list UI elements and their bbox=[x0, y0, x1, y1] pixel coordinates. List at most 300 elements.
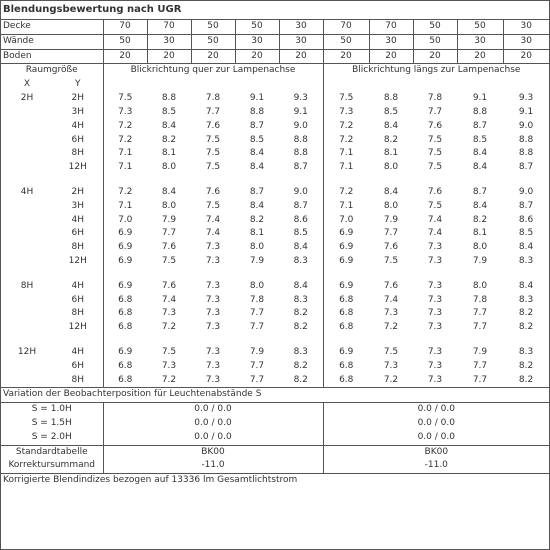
variation-along-value: 0.0 / 0.0 bbox=[417, 417, 455, 428]
room-x-value bbox=[1, 147, 53, 161]
ugr-data-row bbox=[1, 147, 549, 161]
ugr-value: 7.4 bbox=[427, 214, 443, 225]
room-x-value bbox=[1, 255, 53, 269]
empty-cell bbox=[323, 335, 549, 346]
y-label: Y bbox=[53, 78, 103, 92]
ugr-value: 8.5 bbox=[518, 228, 534, 239]
ugr-value: 7.7 bbox=[249, 308, 265, 319]
ugr-value: 9.0 bbox=[518, 186, 534, 197]
ugr-data-row bbox=[1, 255, 549, 269]
ugr-value: 8.2 bbox=[518, 322, 534, 333]
ugr-value: 9.3 bbox=[279, 92, 323, 106]
ugr-value: 7.3 bbox=[205, 360, 221, 371]
ugr-value: 8.0 bbox=[383, 200, 399, 211]
ugr-value: 7.3 bbox=[427, 308, 443, 319]
ugr-value: 8.8 bbox=[383, 93, 399, 104]
ugr-value: 8.2 bbox=[518, 374, 534, 385]
ugr-value: 6.8 bbox=[339, 294, 354, 305]
ugr-value: 8.7 bbox=[249, 186, 265, 197]
reflectance-value: 70 bbox=[147, 20, 191, 35]
ugr-data-row bbox=[1, 106, 549, 120]
ugr-value: 8.6 bbox=[518, 214, 534, 225]
ugr-value: 7.5 bbox=[205, 148, 221, 159]
ugr-value: 7.7 bbox=[472, 308, 488, 319]
ugr-value: 6.9 bbox=[118, 228, 133, 239]
ugr-value: 8.1 bbox=[161, 148, 177, 159]
room-y-value: 12H bbox=[53, 321, 103, 335]
ugr-value: 7.5 bbox=[383, 255, 399, 266]
ugr-value: 8.5 bbox=[383, 106, 399, 117]
ugr-value: 8.4 bbox=[279, 241, 323, 255]
ugr-data-row bbox=[1, 161, 549, 175]
ugr-value: 9.1 bbox=[279, 106, 323, 120]
ugr-value: 6.8 bbox=[339, 360, 354, 371]
reflectance-value: 50 bbox=[235, 20, 279, 35]
ugr-value: 7.7 bbox=[472, 322, 488, 333]
ugr-value: 7.1 bbox=[118, 200, 133, 211]
reflectance-value: 20 bbox=[279, 49, 323, 64]
ugr-data-row bbox=[1, 294, 549, 308]
ugr-value: 8.0 bbox=[249, 280, 265, 291]
ugr-value: 7.5 bbox=[427, 148, 443, 159]
reflectance-value: 20 bbox=[191, 49, 235, 64]
ugr-value: 7.7 bbox=[427, 106, 443, 117]
variation-title-row bbox=[1, 388, 549, 403]
room-y-value: 6H bbox=[53, 227, 103, 241]
ugr-data-row bbox=[1, 200, 549, 214]
standard-table-along: BK00 bbox=[323, 445, 549, 459]
empty-cell bbox=[1, 335, 53, 346]
ugr-value: 8.2 bbox=[518, 308, 534, 319]
ugr-value: 8.3 bbox=[279, 346, 323, 360]
ugr-value: 7.3 bbox=[427, 255, 443, 266]
footnote-row bbox=[1, 474, 549, 488]
reflectance-value: 50 bbox=[191, 34, 235, 49]
room-y-value: 8H bbox=[53, 241, 103, 255]
ugr-value: 7.8 bbox=[472, 294, 488, 305]
ugr-value: 7.3 bbox=[205, 280, 221, 291]
ugr-value: 7.5 bbox=[161, 346, 177, 357]
ugr-value: 7.2 bbox=[383, 322, 399, 333]
ugr-value: 9.1 bbox=[249, 93, 265, 104]
ugr-value: 7.3 bbox=[205, 346, 221, 357]
room-y-value: 3H bbox=[53, 200, 103, 214]
reflectance-value: 20 bbox=[413, 49, 457, 64]
room-y-value: 4H bbox=[53, 120, 103, 134]
ugr-value: 8.7 bbox=[472, 120, 488, 131]
ugr-value: 7.3 bbox=[161, 360, 177, 371]
standard-table-row bbox=[1, 445, 549, 459]
ugr-value: 8.1 bbox=[472, 228, 488, 239]
ugr-value: 7.3 bbox=[383, 308, 399, 319]
ugr-value: 7.3 bbox=[427, 294, 443, 305]
ugr-value: 8.4 bbox=[518, 242, 534, 253]
ugr-data-row bbox=[1, 214, 549, 228]
reflectance-value: 30 bbox=[147, 34, 191, 49]
reflectance-row bbox=[1, 34, 549, 49]
room-x-value bbox=[1, 161, 53, 175]
ugr-value: 8.3 bbox=[279, 294, 323, 308]
room-x-value bbox=[1, 360, 53, 374]
reflectance-value: 30 bbox=[279, 34, 323, 49]
ugr-data-row bbox=[1, 321, 549, 335]
reflectance-value: 30 bbox=[279, 20, 323, 35]
ugr-value: 6.9 bbox=[118, 255, 133, 266]
ugr-value: 7.1 bbox=[339, 200, 354, 211]
variation-title: Variation der Beobachterposition für Leuchtenabstände S bbox=[1, 388, 549, 403]
empty-cell bbox=[1, 269, 53, 280]
empty-cell bbox=[1, 175, 53, 186]
ugr-value: 7.3 bbox=[427, 346, 443, 357]
empty-cell bbox=[103, 269, 323, 280]
empty-cell bbox=[323, 269, 549, 280]
ugr-value: 6.8 bbox=[339, 374, 354, 385]
ugr-value: 7.2 bbox=[339, 134, 354, 145]
ugr-value: 8.4 bbox=[518, 280, 534, 291]
ugr-value: 7.0 bbox=[118, 214, 133, 225]
ugr-table bbox=[1, 1, 549, 488]
standard-table-cross: BK00 bbox=[103, 445, 323, 459]
ugr-value: 8.4 bbox=[249, 148, 265, 159]
ugr-data-row bbox=[1, 374, 549, 388]
ugr-value: 7.7 bbox=[472, 374, 488, 385]
direction-cross-header: Blickrichtung quer zur Lampenachse bbox=[103, 64, 323, 78]
ugr-value: 8.2 bbox=[279, 374, 323, 388]
reflectance-value: 70 bbox=[103, 20, 147, 35]
ugr-value: 7.7 bbox=[249, 322, 265, 333]
ugr-value: 7.2 bbox=[383, 374, 399, 385]
ugr-value: 7.3 bbox=[205, 308, 221, 319]
ugr-data-row bbox=[1, 92, 549, 106]
ugr-value: 8.0 bbox=[383, 162, 399, 173]
ugr-value: 8.3 bbox=[279, 255, 323, 269]
room-y-value: 4H bbox=[53, 280, 103, 294]
variation-cross-value: 0.0 / 0.0 bbox=[103, 403, 323, 417]
ugr-value: 7.5 bbox=[205, 162, 221, 173]
ugr-value: 7.9 bbox=[249, 255, 265, 266]
ugr-value: 7.5 bbox=[427, 200, 443, 211]
ugr-value: 8.1 bbox=[383, 148, 399, 159]
reflectance-value: 70 bbox=[323, 20, 369, 35]
ugr-value: 8.8 bbox=[161, 93, 177, 104]
ugr-value: 8.5 bbox=[161, 106, 177, 117]
reflectance-value: 50 bbox=[323, 34, 369, 49]
ugr-value: 8.2 bbox=[279, 321, 323, 335]
room-y-value: 2H bbox=[53, 186, 103, 200]
ugr-value: 7.6 bbox=[205, 120, 221, 131]
room-size-label: Raumgröße bbox=[1, 64, 103, 78]
ugr-value: 7.2 bbox=[161, 322, 177, 333]
ugr-value: 8.2 bbox=[161, 134, 177, 145]
ugr-value: 7.7 bbox=[249, 374, 265, 385]
ugr-value: 7.3 bbox=[339, 106, 354, 117]
direction-along-header: Blickrichtung längs zur Lampenachse bbox=[352, 65, 521, 76]
ugr-value: 7.9 bbox=[472, 255, 488, 266]
ugr-value: 8.3 bbox=[518, 255, 534, 266]
ugr-data-row bbox=[1, 346, 549, 360]
ugr-value: 8.2 bbox=[518, 360, 534, 371]
ugr-value: 7.2 bbox=[161, 374, 177, 385]
ugr-value: 7.3 bbox=[427, 374, 443, 385]
ugr-value: 8.4 bbox=[161, 186, 177, 197]
variation-row bbox=[1, 403, 549, 417]
ugr-value: 7.7 bbox=[383, 228, 399, 239]
ugr-value: 7.3 bbox=[427, 322, 443, 333]
ugr-value: 7.7 bbox=[205, 106, 221, 117]
reflectance-label: Boden bbox=[1, 49, 103, 64]
reflectance-value: 50 bbox=[191, 20, 235, 35]
ugr-value: 6.8 bbox=[118, 374, 133, 385]
ugr-data-row bbox=[1, 241, 549, 255]
reflectance-value: 30 bbox=[457, 34, 503, 49]
reflectance-value: 50 bbox=[413, 34, 457, 49]
reflectance-value: 50 bbox=[413, 20, 457, 35]
variation-cross-value: 0.0 / 0.0 bbox=[103, 431, 323, 445]
room-y-value: 12H bbox=[53, 255, 103, 269]
ugr-value: 7.6 bbox=[161, 242, 177, 253]
ugr-value: 7.0 bbox=[339, 214, 354, 225]
ugr-value: 8.2 bbox=[249, 214, 265, 225]
ugr-value: 8.4 bbox=[383, 120, 399, 131]
page-title: Blendungsbewertung nach UGR bbox=[1, 1, 549, 20]
empty-cell bbox=[103, 175, 323, 186]
spacer-row bbox=[1, 335, 549, 346]
ugr-value: 6.9 bbox=[118, 280, 133, 291]
ugr-value: 6.9 bbox=[339, 242, 354, 253]
ugr-value: 7.2 bbox=[118, 186, 133, 197]
ugr-value: 8.7 bbox=[518, 200, 534, 211]
room-y-value: 6H bbox=[53, 294, 103, 308]
reflectance-value: 20 bbox=[369, 49, 413, 64]
reflectance-value: 20 bbox=[103, 49, 147, 64]
reflectance-value: 30 bbox=[503, 34, 549, 49]
ugr-value: 7.2 bbox=[118, 120, 133, 131]
room-x-value bbox=[1, 214, 53, 228]
room-x-value bbox=[1, 200, 53, 214]
reflectance-value: 20 bbox=[235, 49, 279, 64]
ugr-value: 9.3 bbox=[518, 93, 534, 104]
ugr-value: 8.7 bbox=[518, 162, 534, 173]
ugr-value: 6.9 bbox=[339, 228, 354, 239]
ugr-value: 8.4 bbox=[161, 120, 177, 131]
direction-header-row bbox=[1, 64, 549, 78]
ugr-value: 7.6 bbox=[427, 120, 443, 131]
ugr-value: 8.2 bbox=[383, 134, 399, 145]
ugr-value: 8.0 bbox=[249, 242, 265, 253]
room-y-value: 3H bbox=[53, 106, 103, 120]
room-x-value bbox=[1, 241, 53, 255]
correction-row bbox=[1, 459, 549, 473]
ugr-value: 8.4 bbox=[249, 200, 265, 211]
room-y-value: 4H bbox=[53, 214, 103, 228]
ugr-data-row bbox=[1, 307, 549, 321]
ugr-value: 8.0 bbox=[472, 280, 488, 291]
ugr-value: 7.9 bbox=[161, 214, 177, 225]
reflectance-value: 20 bbox=[323, 49, 369, 64]
room-x-value bbox=[1, 227, 53, 241]
variation-along-value: 0.0 / 0.0 bbox=[417, 431, 455, 442]
ugr-value: 9.0 bbox=[279, 186, 323, 200]
ugr-value: 8.3 bbox=[518, 346, 534, 357]
xy-header-row bbox=[1, 78, 549, 92]
reflectance-row bbox=[1, 20, 549, 35]
room-x-value bbox=[1, 294, 53, 308]
ugr-value: 7.6 bbox=[383, 242, 399, 253]
ugr-value: 7.5 bbox=[427, 134, 443, 145]
room-y-value: 6H bbox=[53, 360, 103, 374]
empty-cell bbox=[53, 269, 103, 280]
ugr-value: 7.1 bbox=[339, 162, 354, 173]
ugr-value: 7.4 bbox=[383, 294, 399, 305]
ugr-value: 7.1 bbox=[118, 148, 133, 159]
room-x-value bbox=[1, 307, 53, 321]
ugr-value: 8.4 bbox=[472, 162, 488, 173]
spacer-row bbox=[1, 175, 549, 186]
ugr-value: 7.5 bbox=[118, 93, 133, 104]
ugr-value: 7.3 bbox=[427, 360, 443, 371]
ugr-value: 7.3 bbox=[205, 242, 221, 253]
ugr-value: 7.6 bbox=[427, 186, 443, 197]
ugr-value: 7.3 bbox=[161, 308, 177, 319]
reflectance-value: 20 bbox=[457, 49, 503, 64]
reflectance-label: Decke bbox=[1, 20, 103, 35]
ugr-value: 8.0 bbox=[161, 200, 177, 211]
room-x-value bbox=[1, 120, 53, 134]
room-x-value bbox=[1, 106, 53, 120]
ugr-value: 8.8 bbox=[518, 134, 534, 145]
ugr-value: 8.8 bbox=[279, 134, 323, 148]
ugr-value: 7.5 bbox=[427, 162, 443, 173]
ugr-data-row bbox=[1, 280, 549, 294]
reflectance-label: Wände bbox=[1, 34, 103, 49]
ugr-data-row bbox=[1, 227, 549, 241]
ugr-value: 8.4 bbox=[383, 186, 399, 197]
title-row bbox=[1, 1, 549, 20]
ugr-value: 8.2 bbox=[279, 360, 323, 374]
reflectance-value: 50 bbox=[103, 34, 147, 49]
room-y-value: 8H bbox=[53, 374, 103, 388]
ugr-value: 7.9 bbox=[383, 214, 399, 225]
ugr-value: 6.8 bbox=[118, 322, 133, 333]
reflectance-value: 20 bbox=[147, 49, 191, 64]
ugr-value: 7.6 bbox=[205, 186, 221, 197]
correction-label: Korrektursummand bbox=[1, 459, 103, 473]
ugr-value: 7.1 bbox=[339, 148, 354, 159]
ugr-value: 8.0 bbox=[161, 162, 177, 173]
ugr-value: 8.4 bbox=[472, 148, 488, 159]
ugr-value: 7.4 bbox=[161, 294, 177, 305]
footnote: Korrigierte Blendindizes bezogen auf 13336 lm Gesamtlichtstrom bbox=[3, 475, 298, 486]
ugr-value: 8.4 bbox=[249, 162, 265, 173]
ugr-value: 8.3 bbox=[518, 294, 534, 305]
ugr-value: 9.0 bbox=[279, 120, 323, 134]
ugr-value: 7.2 bbox=[339, 120, 354, 131]
ugr-value: 8.8 bbox=[249, 106, 265, 117]
empty-cell bbox=[323, 175, 549, 186]
reflectance-value: 30 bbox=[235, 34, 279, 49]
reflectance-value: 30 bbox=[503, 20, 549, 35]
ugr-value: 7.3 bbox=[427, 280, 443, 291]
ugr-value: 6.9 bbox=[339, 280, 354, 291]
ugr-value: 7.2 bbox=[118, 134, 133, 145]
variation-along-value: 0.0 / 0.0 bbox=[417, 404, 455, 415]
reflectance-value: 50 bbox=[457, 20, 503, 35]
standard-table-label: Standardtabelle bbox=[1, 445, 103, 459]
ugr-value: 6.9 bbox=[118, 242, 133, 253]
ugr-value: 7.5 bbox=[339, 93, 354, 104]
ugr-value: 8.8 bbox=[279, 147, 323, 161]
ugr-data-row bbox=[1, 134, 549, 148]
ugr-value: 7.3 bbox=[205, 322, 221, 333]
ugr-value: 7.4 bbox=[205, 214, 221, 225]
room-x-value: 4H bbox=[20, 186, 34, 197]
ugr-value: 7.3 bbox=[205, 294, 221, 305]
room-y-value: 6H bbox=[53, 134, 103, 148]
ugr-value: 8.8 bbox=[472, 106, 488, 117]
ugr-value: 7.5 bbox=[383, 346, 399, 357]
ugr-value: 7.3 bbox=[205, 374, 221, 385]
empty-cell bbox=[103, 335, 323, 346]
room-y-value: 2H bbox=[53, 92, 103, 106]
ugr-value: 7.8 bbox=[427, 93, 443, 104]
variation-label: S = 1.0H bbox=[1, 403, 103, 417]
empty-cell bbox=[53, 335, 103, 346]
ugr-value: 7.4 bbox=[205, 228, 221, 239]
ugr-value: 6.8 bbox=[118, 308, 133, 319]
correction-cross: -11.0 bbox=[103, 459, 323, 473]
empty-cell bbox=[53, 175, 103, 186]
ugr-data-row bbox=[1, 186, 549, 200]
ugr-value: 7.7 bbox=[161, 228, 177, 239]
ugr-value: 8.2 bbox=[279, 307, 323, 321]
correction-along: -11.0 bbox=[323, 459, 549, 473]
reflectance-value: 70 bbox=[369, 20, 413, 35]
ugr-value: 7.5 bbox=[205, 134, 221, 145]
ugr-value: 6.8 bbox=[118, 294, 133, 305]
reflectance-value: 20 bbox=[503, 49, 549, 64]
room-x-value bbox=[1, 374, 53, 388]
ugr-value: 7.6 bbox=[161, 280, 177, 291]
ugr-value: 6.8 bbox=[339, 308, 354, 319]
ugr-value: 7.3 bbox=[118, 106, 133, 117]
variation-label: S = 2.0H bbox=[1, 431, 103, 445]
ugr-value: 8.8 bbox=[518, 148, 534, 159]
ugr-value: 9.1 bbox=[472, 93, 488, 104]
ugr-value: 7.9 bbox=[472, 346, 488, 357]
variation-row bbox=[1, 417, 549, 431]
empty-cell bbox=[103, 78, 323, 92]
ugr-value: 6.8 bbox=[339, 322, 354, 333]
variation-label: S = 1.5H bbox=[1, 417, 103, 431]
ugr-data-row bbox=[1, 120, 549, 134]
ugr-value: 7.3 bbox=[383, 360, 399, 371]
ugr-value: 9.1 bbox=[518, 106, 534, 117]
reflectance-row bbox=[1, 49, 549, 64]
ugr-data-row bbox=[1, 360, 549, 374]
ugr-value: 7.4 bbox=[427, 228, 443, 239]
ugr-value: 8.4 bbox=[472, 200, 488, 211]
ugr-value: 9.0 bbox=[518, 120, 534, 131]
ugr-value: 6.9 bbox=[118, 346, 133, 357]
reflectance-value: 30 bbox=[369, 34, 413, 49]
ugr-value: 7.7 bbox=[249, 360, 265, 371]
empty-cell bbox=[323, 78, 549, 92]
room-x-value bbox=[1, 134, 53, 148]
ugr-value: 7.9 bbox=[249, 346, 265, 357]
room-x-value: 2H bbox=[20, 93, 34, 104]
ugr-value: 8.5 bbox=[279, 227, 323, 241]
room-x-value: 8H bbox=[20, 280, 34, 291]
